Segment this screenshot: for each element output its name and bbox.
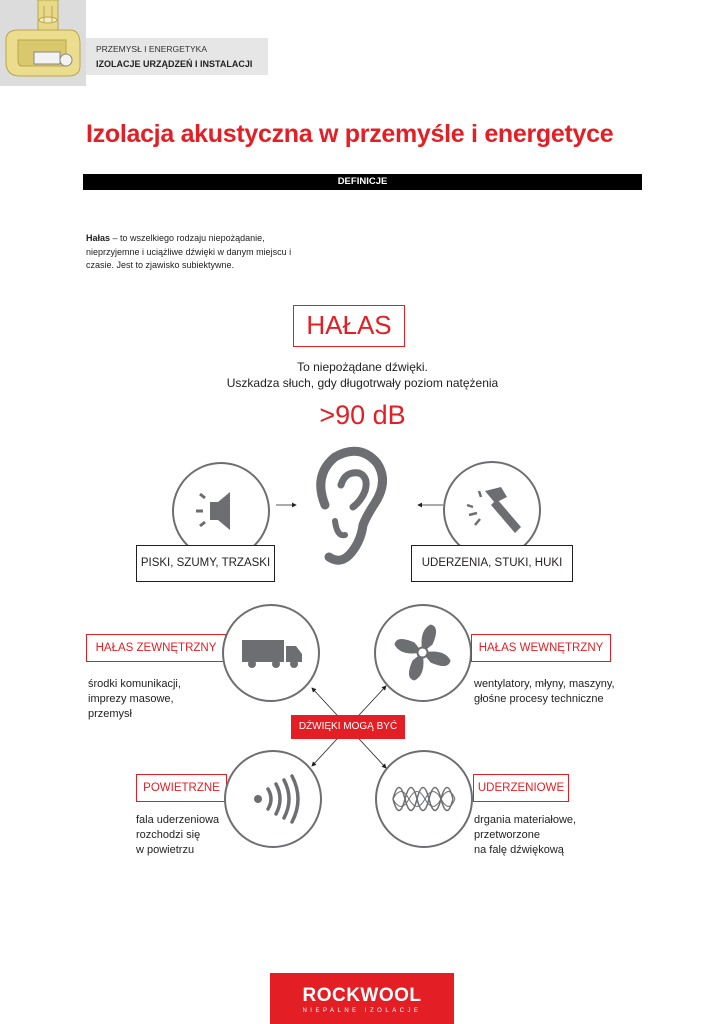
fan-icon [376, 606, 469, 699]
ear-icon [305, 445, 387, 569]
external-desc-line: środki komunikacji, [88, 678, 181, 690]
fan-circle [374, 604, 472, 702]
right-sounds-box: UDERZENIA, STUKI, HUKI [411, 545, 573, 582]
truck-icon [224, 606, 317, 699]
rockwool-logo [270, 973, 454, 1024]
vibration-waves-icon [377, 752, 470, 845]
noise-description-line1: To niepożądane dźwięki. [297, 360, 428, 374]
airborne-desc-line: fala uderzeniowa [136, 814, 220, 826]
left-sounds-box: PISKI, SZUMY, TRZASKI [136, 545, 275, 582]
external-noise-description [88, 677, 181, 722]
airborne-description [136, 813, 219, 858]
impact-desc-line: przetworzone [474, 829, 541, 841]
definition-term: Hałas [86, 233, 111, 243]
page-title: Izolacja akustyczna w przemyśle i energetyce [86, 120, 614, 148]
airborne-desc-line: rozchodzi się [136, 829, 201, 841]
airborne-circle [224, 750, 322, 848]
section-bar-label: DEFINICJE [337, 176, 388, 187]
logo-tagline: NIEPALNE IZOLACJE [302, 1008, 422, 1014]
impact-circle [375, 750, 473, 848]
speaker-icon [174, 464, 267, 557]
noise-description-line2: Uszkadza słuch, gdy długotrwały poziom natężenia [226, 376, 499, 390]
breadcrumb-subcategory: IZOLACJE URZĄDZEŃ I INSTALACJI [96, 59, 253, 69]
logo-name: ROCKWOOL [302, 985, 422, 1006]
breadcrumb-category: PRZEMYSŁ I ENERGETYKA [96, 44, 207, 54]
definition-text: – to wszelkiego rodzaju niepożądanie, nieprzyjemne i uciążliwe dźwięki w danym miejscu i czasie. Jest to zjawisko subiektywne. [86, 233, 292, 270]
impact-desc-line: na falę dźwiękową [474, 844, 564, 856]
internal-noise-description [474, 677, 615, 707]
airborne-desc-line: w powietrzu [136, 844, 195, 856]
center-tag: DŹWIĘKI MOGĄ BYĆ [291, 715, 405, 739]
sound-waves-icon [226, 752, 319, 845]
impact-label: UDERZENIOWE [473, 774, 569, 802]
external-noise-label: HAŁAS ZEWNĘTRZNY [86, 634, 226, 662]
hammer-icon [445, 463, 538, 556]
airborne-label: POWIETRZNE [136, 774, 227, 802]
external-desc-line: przemysł [88, 708, 133, 720]
noise-threshold: >90 dB [319, 400, 406, 430]
impact-description [474, 813, 576, 858]
noise-main-label: HAŁAS [293, 305, 405, 347]
truck-circle [222, 604, 320, 702]
internal-desc-line: głośne procesy techniczne [474, 693, 604, 705]
impact-desc-line: drgania materiałowe, [474, 814, 577, 826]
internal-noise-label: HAŁAS WEWNĘTRZNY [471, 634, 611, 662]
internal-desc-line: wentylatory, młyny, maszyny, [474, 678, 615, 690]
external-desc-line: imprezy masowe, [88, 693, 174, 705]
